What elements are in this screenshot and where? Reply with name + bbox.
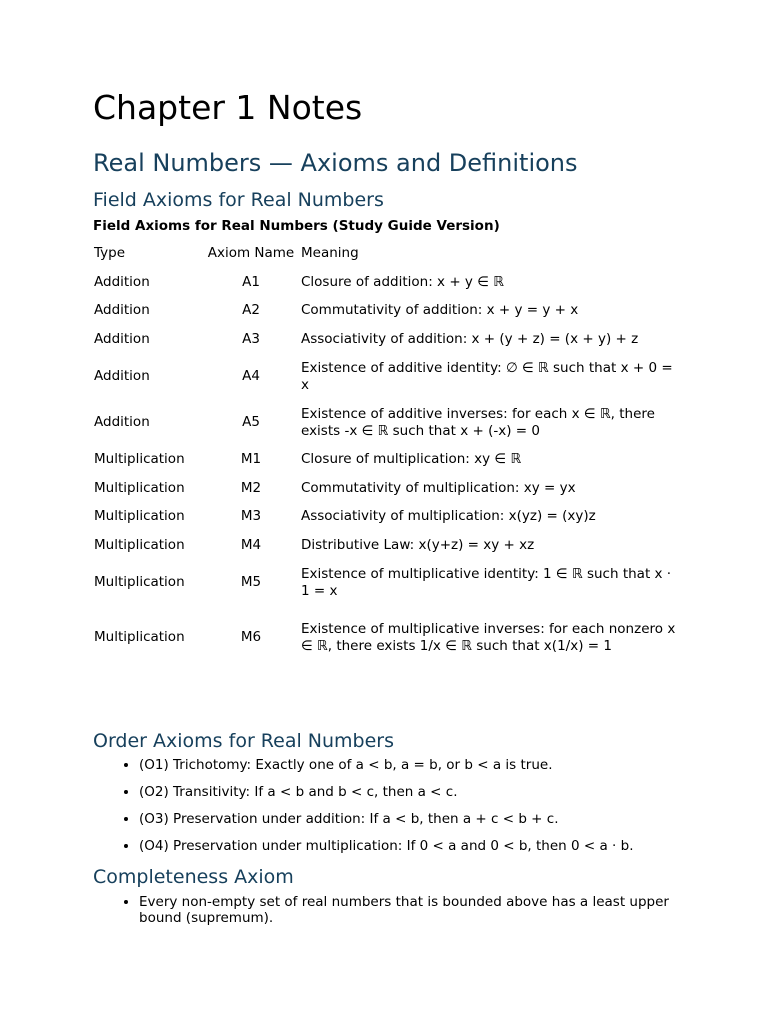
list-item: • (O4) Preservation under multiplication: If 0 < a and 0 < b, then 0 < a · b. xyxy=(139,838,679,854)
field-axioms-heading: Field Axioms for Real Numbers xyxy=(93,189,384,211)
page-title: Chapter 1 Notes xyxy=(93,88,363,127)
table-row xyxy=(91,531,679,560)
cell-axiom-name: A3 xyxy=(242,330,260,347)
column-header-type: Type xyxy=(94,244,126,261)
cell-meaning: Commutativity of addition: x + y = y + x xyxy=(301,302,579,319)
cell-type: Multiplication xyxy=(94,629,185,645)
cell-type: Multiplication xyxy=(94,574,185,590)
cell-axiom-name: A1 xyxy=(242,273,260,290)
section-title: Real Numbers — Axioms and Definitions xyxy=(93,149,578,177)
cell-axiom-name: A4 xyxy=(242,368,260,384)
cell-axiom-name: M3 xyxy=(240,508,262,525)
table-row xyxy=(91,446,679,475)
cell-type: Multiplication xyxy=(94,479,185,496)
cell-type: Addition xyxy=(94,273,150,290)
cell-meaning: Distributive Law: x(y+z) = xy + xz xyxy=(301,536,535,553)
table-row xyxy=(91,560,679,606)
order-axioms-heading: Order Axioms for Real Numbers xyxy=(93,730,395,752)
cell-axiom-name: M5 xyxy=(240,574,262,590)
table-row xyxy=(91,474,679,503)
cell-meaning: Associativity of multiplication: x(yz) = (xy)z xyxy=(301,508,596,525)
cell-type: Addition xyxy=(94,330,150,347)
table-row xyxy=(91,606,679,670)
cell-meaning: Closure of addition: x + y ∈ ℝ xyxy=(301,273,504,290)
order-axioms-list xyxy=(93,757,679,865)
cell-meaning: Closure of multiplication: xy ∈ ℝ xyxy=(301,451,522,468)
cell-meaning: Commutativity of multiplication: xy = yx xyxy=(301,479,576,496)
column-header-axiom-name: Axiom Name xyxy=(207,244,295,261)
table-row xyxy=(91,400,679,446)
cell-meaning: Existence of multiplicative inverses: for each nonzero x ∈ ℝ, there exists 1/x ∈ ℝ such that x(1/x) = 1 xyxy=(301,620,676,654)
table-row xyxy=(91,503,679,532)
list-item: • (O3) Preservation under addition: If a < b, then a + c < b + c. xyxy=(139,811,679,827)
list-item: • (O2) Transitivity: If a < b and b < c, then a < c. xyxy=(139,784,679,800)
completeness-axiom-heading: Completeness Axiom xyxy=(93,866,294,888)
cell-type: Multiplication xyxy=(94,536,185,553)
cell-meaning: Existence of additive identity: ∅ ∈ ℝ such that x + 0 = x xyxy=(301,359,673,393)
list-item: • Every non-empty set of real numbers that is bounded above has a least upper bound (supremum). xyxy=(139,894,679,926)
table-row xyxy=(91,268,679,297)
cell-axiom-name: M4 xyxy=(240,536,262,553)
cell-axiom-name: A2 xyxy=(242,302,260,319)
cell-axiom-name: A5 xyxy=(242,414,260,430)
cell-type: Multiplication xyxy=(94,451,185,468)
cell-type: Addition xyxy=(94,302,150,319)
column-header-meaning: Meaning xyxy=(301,244,359,261)
cell-axiom-name: M6 xyxy=(240,629,262,645)
cell-type: Addition xyxy=(94,368,150,384)
table-header-row xyxy=(91,238,679,268)
table-caption: Field Axioms for Real Numbers (Study Guide Version) xyxy=(93,218,500,234)
table-row xyxy=(91,354,679,400)
list-item: • (O1) Trichotomy: Exactly one of a < b, a = b, or b < a is true. xyxy=(139,757,679,773)
cell-type: Multiplication xyxy=(94,508,185,525)
cell-type: Addition xyxy=(94,414,150,430)
cell-axiom-name: M1 xyxy=(240,451,262,468)
cell-axiom-name: M2 xyxy=(240,479,262,496)
completeness-axiom-list xyxy=(93,894,679,937)
cell-meaning: Associativity of addition: x + (y + z) = (x + y) + z xyxy=(301,330,639,347)
field-axioms-table xyxy=(91,238,679,670)
cell-meaning: Existence of additive inverses: for each x ∈ ℝ, there exists -x ∈ ℝ such that x + (-x) = 0 xyxy=(301,405,655,439)
table-row xyxy=(91,325,679,354)
cell-meaning: Existence of multiplicative identity: 1 ∈ ℝ such that x · 1 = x xyxy=(301,565,672,599)
table-row xyxy=(91,297,679,326)
